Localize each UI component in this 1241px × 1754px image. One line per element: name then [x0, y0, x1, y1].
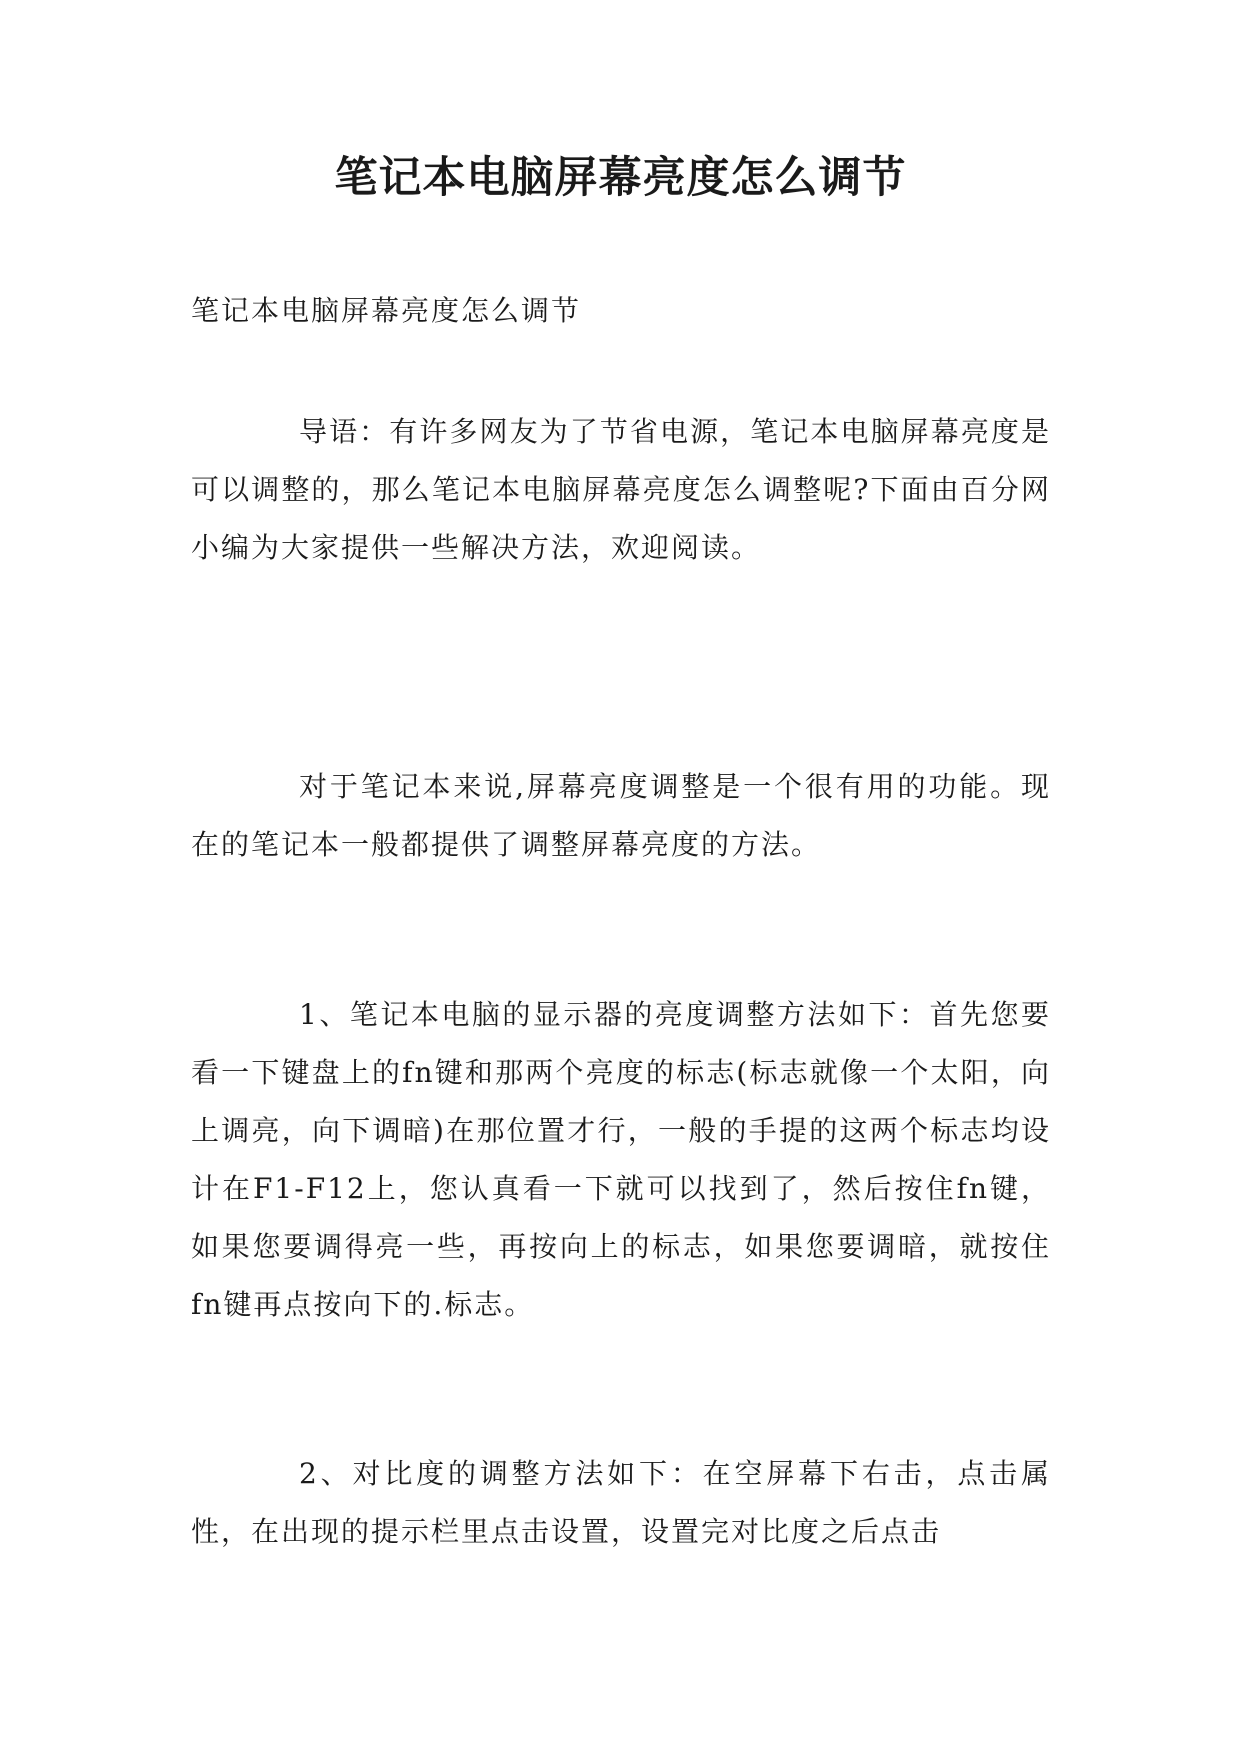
- body-paragraph-step-2: 2、对比度的调整方法如下：在空屏幕下右击，点击属性，在出现的提示栏里点击设置，设置完对比度之后点击: [191, 1457, 1051, 1548]
- document-subtitle: 笔记本电脑屏幕亮度怎么调节: [191, 294, 582, 327]
- document-title: 笔记本电脑屏幕亮度怎么调节: [334, 153, 907, 203]
- body-paragraph-overview: 对于笔记本来说,屏幕亮度调整是一个很有用的功能。现在的笔记本一般都提供了调整屏幕亮度的方法。: [191, 770, 1051, 861]
- body-paragraph-step-1: 1、笔记本电脑的显示器的亮度调整方法如下：首先您要看一下键盘上的fn键和那两个亮度的标志(标志就像一个太阳，向上调亮，向下调暗)在那位置才行，一般的手提的这两个标志均设计在F1-F12上，您认真看一下就可以找到了，然后按住fn键，如果您要调得亮一些，再按向上的标志，如果您要调暗，就按住 fn键再点按向下的.标志。: [191, 998, 1051, 1321]
- intro-paragraph: 导语：有许多网友为了节省电源，笔记本电脑屏幕亮度是可以调整的，那么笔记本电脑屏幕亮度怎么调整呢?下面由百分网小编为大家提供一些解决方法，欢迎阅读。: [191, 415, 1051, 564]
